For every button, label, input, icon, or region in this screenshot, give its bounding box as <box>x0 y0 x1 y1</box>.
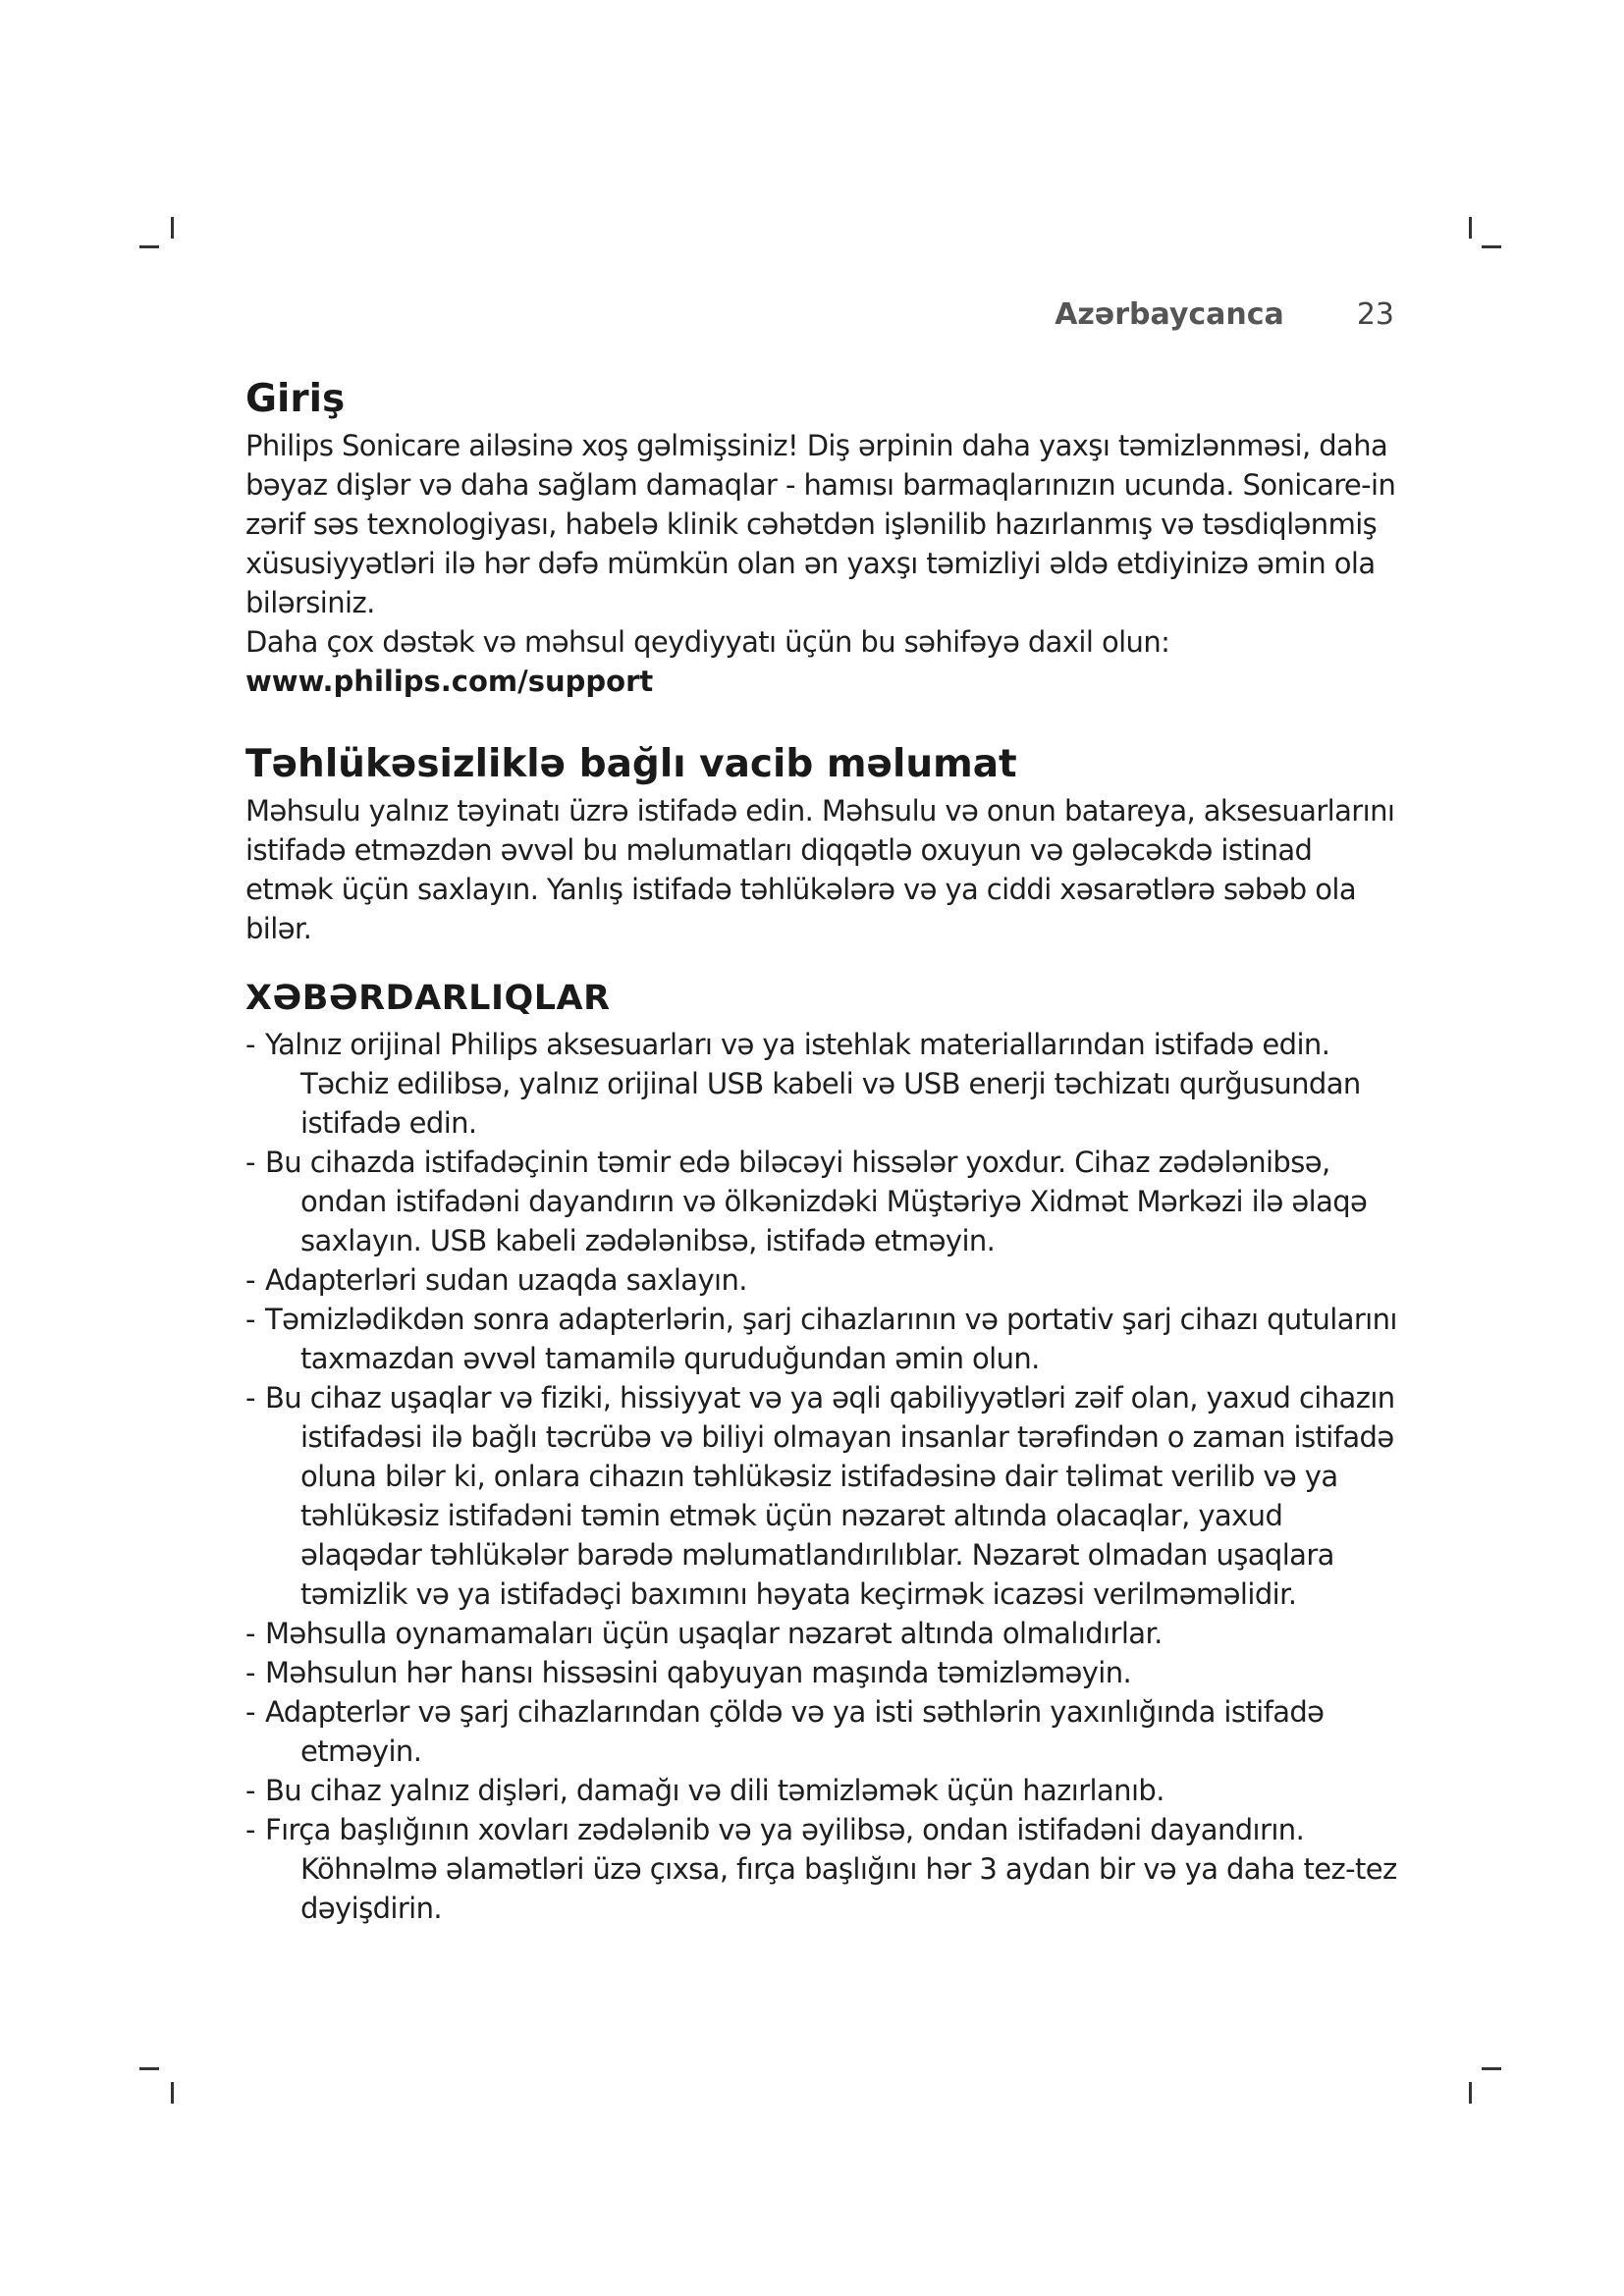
support-paragraph: Daha çox dəstək və məhsul qeydiyyatı üçün bu səhifəyə daxil olun: <box>245 625 1170 659</box>
page-content <box>245 373 1404 1928</box>
bullet-dash: - <box>245 1263 255 1297</box>
crop-mark-bottom-right-h <box>1482 2067 1501 2070</box>
bullet-dash: - <box>245 1146 255 1179</box>
intro-title: Giriş <box>245 377 346 421</box>
warnings-heading: XƏBƏRDARLIQLAR <box>245 979 611 1018</box>
warning-text: Təmizlədikdən sonra adapterlərin, şarj cihazlarının və portativ şarj cihazı qutularını taxmazdan əvvəl tamamilə quruduğundan əmin olun. <box>265 1303 1397 1375</box>
crop-mark-bottom-left-v <box>171 2082 174 2104</box>
warning-item <box>245 1260 1404 1300</box>
warning-text: Məhsulun hər hansı hissəsini qabyuyan maşında təmizləməyin. <box>265 1656 1132 1689</box>
safety-title: Təhlükəsizliklə bağlı vacib məlumat <box>245 742 1017 786</box>
warning-text: Məhsulla oynamamaları üçün uşaqlar nəzarət altında olmalıdırlar. <box>265 1617 1163 1650</box>
warning-item <box>245 1025 1404 1143</box>
warning-item <box>245 1692 1404 1771</box>
safety-paragraph: Məhsulu yalnız təyinatı üzrə istifadə edin. Məhsulu və onun batareya, aksesuarlarını istifadə etməzdən əvvəl bu məlumatları diqqətlə oxuyun və gələcəkdə istinad etmək üçün saxlayın. Yanlış istifadə təhlükələrə və ya ciddi xəsarətlərə səbəb ola bilər. <box>245 794 1395 945</box>
warning-text: Bu cihaz uşaqlar və fiziki, hissiyyat və ya əqli qabiliyyətləri zəif olan, yaxud cihazın istifadəsi ilə bağlı təcrübə və biliyi olmayan insanlar tərəfindən o zaman istifadə oluna bilər ki, onlara cihazın təhlükəsiz istifadəsinə dair təlimat verilib və ya təhlükəsiz istifadəni təmin etmək üçün nəzarət altında olacaqlar, yaxud əlaqədar təhlükələr barədə məlumatlandırılıblar. Nəzarət olmadan uşaqlara təmizlik və ya istifadəçi baxımını həyata keçirmək icazəsi verilməməlidir. <box>265 1381 1395 1611</box>
bullet-dash: - <box>245 1617 255 1650</box>
warning-text: Bu cihazda istifadəçinin təmir edə biləcəyi hissələr yoxdur. Cihaz zədələnibsə, ondan istifadəni dayandırın və ölkənizdəki Müştəriyə Xidmət Mərkəzi ilə əlaqə saxlayın. USB kabeli zədələnibsə, istifadə etməyin. <box>265 1146 1368 1257</box>
bullet-dash: - <box>245 1813 255 1846</box>
warning-text: Bu cihaz yalnız dişləri, damağı və dili təmizləmək üçün hazırlanıb. <box>265 1774 1164 1807</box>
warning-item <box>245 1653 1404 1692</box>
warning-item <box>245 1614 1404 1653</box>
language-label: Azərbaycanca <box>1055 296 1284 332</box>
crop-mark-top-left-h <box>139 245 159 248</box>
warning-item <box>245 1300 1404 1378</box>
bullet-dash: - <box>245 1656 255 1689</box>
crop-mark-top-left-v <box>171 217 174 239</box>
intro-paragraph: Philips Sonicare ailəsinə xoş gəlmişsiniz! Diş ərpinin daha yaxşı təmizlənməsi, daha bəyaz dişlər və daha sağlam damaqlar - hamısı barmaqlarınızın ucunda. Sonicare-in zərif səs texnologiyası, habelə klinik cəhətdən işlənilib hazırlanmış və təsdiqlənmiş xüsusiyyətləri ilə hər dəfə mümkün olan ən yaxşı təmizliyi əldə etdiyinizə əmin ola bilərsiniz. <box>245 429 1396 619</box>
bullet-dash: - <box>245 1028 255 1061</box>
crop-mark-top-right-v <box>1469 217 1472 239</box>
warnings-list <box>245 1025 1404 1928</box>
support-link[interactable]: www.philips.com/support <box>245 665 654 698</box>
bullet-dash: - <box>245 1303 255 1336</box>
bullet-dash: - <box>245 1381 255 1415</box>
crop-mark-top-right-h <box>1482 245 1501 248</box>
warning-item <box>245 1810 1404 1928</box>
warning-text: Fırça başlığının xovları zədələnib və ya əyilibsə, ondan istifadəni dayandırın. Köhnəlmə əlamətləri üzə çıxsa, fırça başlığını hər 3 aydan bir və ya daha tez-tez dəyişdirin. <box>265 1813 1397 1925</box>
page-number: 23 <box>1356 296 1394 332</box>
warning-item <box>245 1143 1404 1260</box>
bullet-dash: - <box>245 1774 255 1807</box>
crop-mark-bottom-left-h <box>139 2067 159 2070</box>
warning-item <box>245 1378 1404 1614</box>
warning-text: Adapterləri sudan uzaqda saxlayın. <box>265 1263 747 1297</box>
bullet-dash: - <box>245 1695 255 1729</box>
warning-text: Adapterlər və şarj cihazlarından çöldə və ya isti səthlərin yaxınlığında istifadə etməyin. <box>265 1695 1325 1768</box>
warning-text: Yalnız orijinal Philips aksesuarları və ya istehlak materiallarından istifadə edin. Təchiz edilibsə, yalnız orijinal USB kabeli və USB enerji təchizatı qurğusundan istifadə edin. <box>265 1028 1361 1140</box>
crop-mark-bottom-right-v <box>1469 2082 1472 2104</box>
warning-item <box>245 1771 1404 1810</box>
running-header <box>1055 294 1394 334</box>
